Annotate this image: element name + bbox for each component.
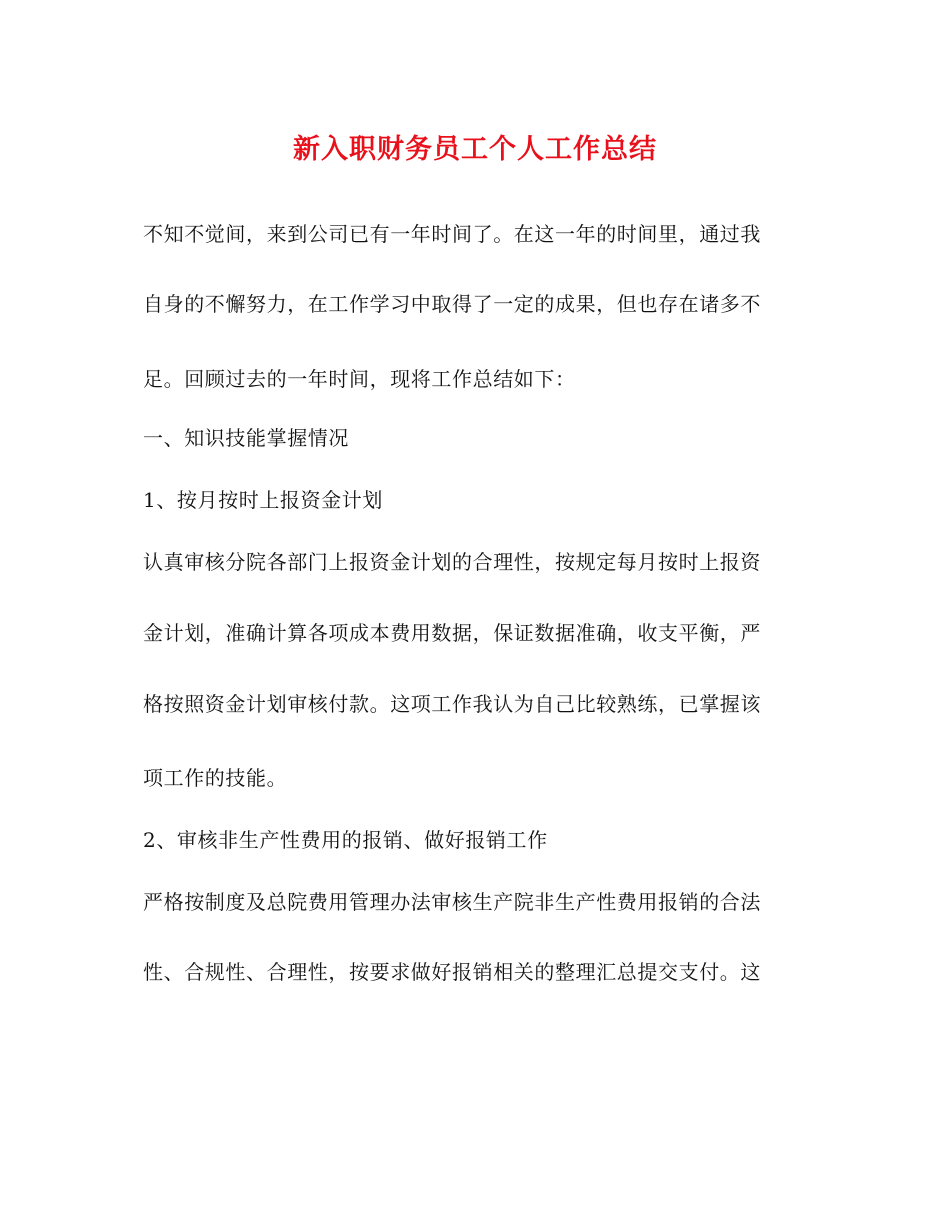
body-line: 足。回顾过去的一年时间，现将工作总结如下：	[143, 367, 576, 391]
body-line: 项工作的技能。	[143, 766, 288, 790]
body-line: 自身的不懈努力，在工作学习中取得了一定的成果，但也存在诸多不	[143, 292, 761, 316]
body-line: 格按照资金计划审核付款。这项工作我认为自己比较熟练，已掌握该	[143, 692, 761, 716]
body-line: 认真审核分院各部门上报资金计划的合理性，按规定每月按时上报资	[143, 550, 761, 574]
section-heading: 一、知识技能掌握情况	[143, 426, 349, 450]
body-line: 不知不觉间，来到公司已有一年时间了。在这一年的时间里，通过我	[143, 222, 761, 246]
body-line: 严格按制度及总院费用管理办法审核生产院非生产性费用报销的合法	[143, 890, 761, 914]
body-line: 性、合规性、合理性，按要求做好报销相关的整理汇总提交支付。这	[143, 960, 761, 984]
subsection-heading: 2、审核非生产性费用的报销、做好报销工作	[143, 828, 548, 852]
subsection-heading: 1、按月按时上报资金计划	[143, 488, 383, 512]
body-line: 金计划，准确计算各项成本费用数据，保证数据准确，收支平衡，严	[143, 621, 761, 645]
document-title: 新入职财务员工个人工作总结	[293, 134, 657, 165]
